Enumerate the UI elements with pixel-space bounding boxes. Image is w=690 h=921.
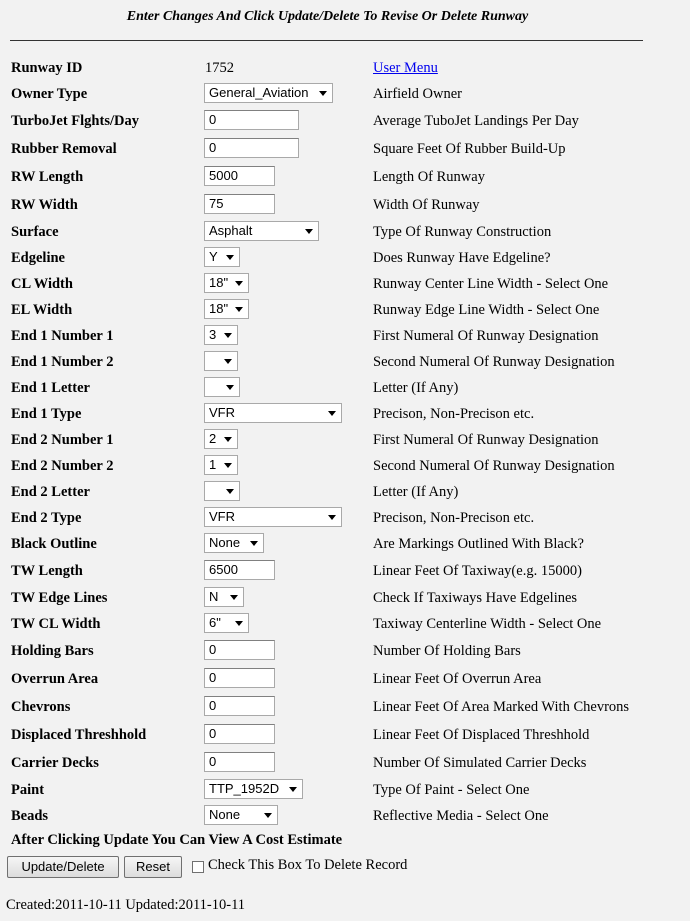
row-rw-width [0, 194, 690, 216]
end1-number2-select[interactable] [204, 351, 238, 371]
cl-width-selected: 18" [209, 275, 229, 290]
chevron-down-icon [305, 229, 313, 234]
row-owner-type [0, 83, 690, 105]
tw-cl-width-label: TW CL Width [11, 616, 101, 632]
row-tw-edge-lines [0, 587, 690, 609]
row-el-width [0, 299, 690, 321]
end1-type-description: Precison, Non-Precison etc. [373, 406, 535, 422]
row-surface [0, 221, 690, 243]
end1-number1-description: First Numeral Of Runway Designation [373, 328, 599, 344]
owner-type-description: Airfield Owner [373, 86, 462, 102]
end2-number2-select[interactable] [204, 455, 238, 475]
edgeline-description: Does Runway Have Edgeline? [373, 250, 551, 266]
tw-length-description: Linear Feet Of Taxiway(e.g. 15000) [373, 563, 582, 579]
rw-length-label: RW Length [11, 169, 84, 185]
chevrons-description: Linear Feet Of Area Marked With Chevrons [373, 699, 630, 715]
end1-number2-label: End 1 Number 2 [11, 354, 114, 370]
reset-button[interactable]: Reset [124, 856, 182, 878]
rubber-removal-input[interactable]: 0 [204, 138, 299, 158]
row-end1-number2 [0, 351, 690, 373]
end1-number1-select[interactable] [204, 325, 238, 345]
row-end2-number2 [0, 455, 690, 477]
chevron-down-icon [224, 359, 232, 364]
row-edgeline [0, 247, 690, 269]
end2-number2-label: End 2 Number 2 [11, 458, 114, 474]
row-carrier-decks [0, 752, 690, 774]
chevron-down-icon [226, 385, 234, 390]
tw-cl-width-select[interactable] [204, 613, 249, 633]
owner-type-select[interactable] [204, 83, 333, 103]
overrun-area-label: Overrun Area [11, 671, 99, 687]
row-end1-number1 [0, 325, 690, 347]
end2-letter-label: End 2 Letter [11, 484, 90, 500]
chevrons-label: Chevrons [11, 699, 71, 715]
paint-select[interactable] [204, 779, 303, 799]
row-rw-length [0, 166, 690, 188]
end2-number2-selected: 1 [209, 457, 217, 472]
end2-number1-selected: 2 [209, 431, 217, 446]
row-chevrons [0, 696, 690, 718]
tw-cl-width-description: Taxiway Centerline Width - Select One [373, 616, 602, 632]
row-holding-bars [0, 640, 690, 662]
row-turbojet [0, 110, 690, 132]
chevron-down-icon [235, 281, 243, 286]
row-overrun-area [0, 668, 690, 690]
cl-width-description: Runway Center Line Width - Select One [373, 276, 609, 292]
paint-label: Paint [11, 782, 45, 798]
divider [10, 40, 643, 41]
end2-letter-description: Letter (If Any) [373, 484, 459, 500]
row-paint [0, 779, 690, 801]
row-runway-id [0, 57, 690, 79]
chevron-down-icon [235, 621, 243, 626]
tw-length-input[interactable]: 6500 [204, 560, 275, 580]
end1-type-label: End 1 Type [11, 406, 82, 422]
end2-type-label: End 2 Type [11, 510, 82, 526]
surface-description: Type Of Runway Construction [373, 224, 552, 240]
beads-selected: None [209, 807, 241, 822]
chevron-down-icon [224, 437, 232, 442]
runway-id-value: 1752 [205, 60, 234, 76]
chevron-down-icon [226, 489, 234, 494]
end2-number2-description: Second Numeral Of Runway Designation [373, 458, 615, 474]
page-title: Enter Changes And Click Update/Delete To Revise Or Delete Runway [126, 9, 529, 24]
chevron-down-icon [224, 463, 232, 468]
rubber-removal-label: Rubber Removal [11, 141, 117, 157]
created-updated-dates: Created:2011-10-11 Updated:2011-10-11 [6, 897, 246, 913]
end2-type-select[interactable] [204, 507, 342, 527]
tw-edge-lines-selected: N [209, 589, 219, 604]
el-width-select[interactable] [204, 299, 249, 319]
row-displaced-threshhold [0, 724, 690, 746]
paint-description: Type Of Paint - Select One [373, 782, 530, 798]
turbojet-input[interactable]: 0 [204, 110, 299, 130]
overrun-area-description: Linear Feet Of Overrun Area [373, 671, 542, 687]
owner-type-selected: General_Aviation [209, 85, 309, 100]
end2-type-selected: VFR [209, 509, 235, 524]
beads-label: Beads [11, 808, 49, 824]
chevron-down-icon [250, 541, 258, 546]
overrun-area-input[interactable]: 0 [204, 668, 275, 688]
end1-letter-select[interactable] [204, 377, 240, 397]
edgeline-selected: Y [209, 249, 218, 264]
row-tw-length [0, 560, 690, 582]
carrier-decks-description: Number Of Simulated Carrier Decks [373, 755, 587, 771]
rw-length-description: Length Of Runway [373, 169, 485, 185]
black-outline-selected: None [209, 535, 241, 550]
row-tw-cl-width [0, 613, 690, 635]
surface-label: Surface [11, 224, 59, 240]
chevron-down-icon [328, 411, 336, 416]
surface-select[interactable] [204, 221, 319, 241]
displaced-threshhold-description: Linear Feet Of Displaced Threshhold [373, 727, 590, 743]
row-beads [0, 805, 690, 827]
row-end1-type [0, 403, 690, 425]
end1-number1-selected: 3 [209, 327, 217, 342]
rubber-removal-description: Square Feet Of Rubber Build-Up [373, 141, 566, 157]
carrier-decks-label: Carrier Decks [11, 755, 99, 771]
row-end2-letter [0, 481, 690, 503]
displaced-threshhold-label: Displaced Threshhold [11, 727, 147, 743]
end1-type-select[interactable] [204, 403, 342, 423]
tw-edge-lines-description: Check If Taxiways Have Edgelines [373, 590, 578, 606]
el-width-selected: 18" [209, 301, 229, 316]
black-outline-label: Black Outline [11, 536, 97, 552]
row-end2-type [0, 507, 690, 529]
beads-description: Reflective Media - Select One [373, 808, 549, 824]
rw-width-label: RW Width [11, 197, 78, 213]
end1-number1-label: End 1 Number 1 [11, 328, 114, 344]
holding-bars-input[interactable]: 0 [204, 640, 275, 660]
beads-select[interactable] [204, 805, 278, 825]
row-end2-number1 [0, 429, 690, 451]
owner-type-label: Owner Type [11, 86, 88, 102]
edgeline-select[interactable] [204, 247, 240, 267]
surface-selected: Asphalt [209, 223, 253, 238]
turbojet-label: TurboJet Flghts/Day [11, 113, 139, 129]
chevron-down-icon [264, 813, 272, 818]
rw-length-input[interactable]: 5000 [204, 166, 275, 186]
cl-width-select[interactable] [204, 273, 249, 293]
cl-width-label: CL Width [11, 276, 73, 292]
end2-letter-select[interactable] [204, 481, 240, 501]
el-width-label: EL Width [11, 302, 73, 318]
black-outline-select[interactable] [204, 533, 264, 553]
edgeline-label: Edgeline [11, 250, 65, 266]
runway-id-label: Runway ID [11, 60, 83, 76]
end2-type-description: Precison, Non-Precison etc. [373, 510, 535, 526]
chevrons-input[interactable]: 0 [204, 696, 275, 716]
row-cl-width [0, 273, 690, 295]
chevron-down-icon [328, 515, 336, 520]
chevron-down-icon [224, 333, 232, 338]
paint-selected: TTP_1952D [209, 781, 280, 796]
el-width-description: Runway Edge Line Width - Select One [373, 302, 600, 318]
carrier-decks-input[interactable]: 0 [204, 752, 275, 772]
end1-letter-label: End 1 Letter [11, 380, 90, 396]
end1-type-selected: VFR [209, 405, 235, 420]
update-delete-button[interactable]: Update/Delete [7, 856, 119, 878]
end1-letter-description: Letter (If Any) [373, 380, 459, 396]
holding-bars-description: Number Of Holding Bars [373, 643, 521, 659]
black-outline-description: Are Markings Outlined With Black? [373, 536, 584, 552]
row-black-outline [0, 533, 690, 555]
rw-width-description: Width Of Runway [373, 197, 480, 213]
end1-number2-description: Second Numeral Of Runway Designation [373, 354, 615, 370]
turbojet-description: Average TuboJet Landings Per Day [373, 113, 579, 129]
tw-edge-lines-label: TW Edge Lines [11, 590, 108, 606]
tw-length-label: TW Length [11, 563, 83, 579]
chevron-down-icon [235, 307, 243, 312]
row-end1-letter [0, 377, 690, 399]
cost-estimate-note: After Clicking Update You Can View A Cost Estimate [11, 832, 343, 848]
delete-checkbox[interactable] [192, 861, 204, 873]
delete-checkbox-label: Check This Box To Delete Record [208, 857, 408, 873]
end2-number1-label: End 2 Number 1 [11, 432, 114, 448]
chevron-down-icon [226, 255, 234, 260]
displaced-threshhold-input[interactable]: 0 [204, 724, 275, 744]
rw-width-input[interactable]: 75 [204, 194, 275, 214]
tw-edge-lines-select[interactable] [204, 587, 244, 607]
end2-number1-description: First Numeral Of Runway Designation [373, 432, 599, 448]
tw-cl-width-selected: 6" [209, 615, 221, 630]
row-rubber-removal [0, 138, 690, 160]
chevron-down-icon [319, 91, 327, 96]
user-menu-link[interactable]: User Menu [373, 60, 438, 76]
chevron-down-icon [230, 595, 238, 600]
chevron-down-icon [289, 787, 297, 792]
end2-number1-select[interactable] [204, 429, 238, 449]
holding-bars-label: Holding Bars [11, 643, 94, 659]
